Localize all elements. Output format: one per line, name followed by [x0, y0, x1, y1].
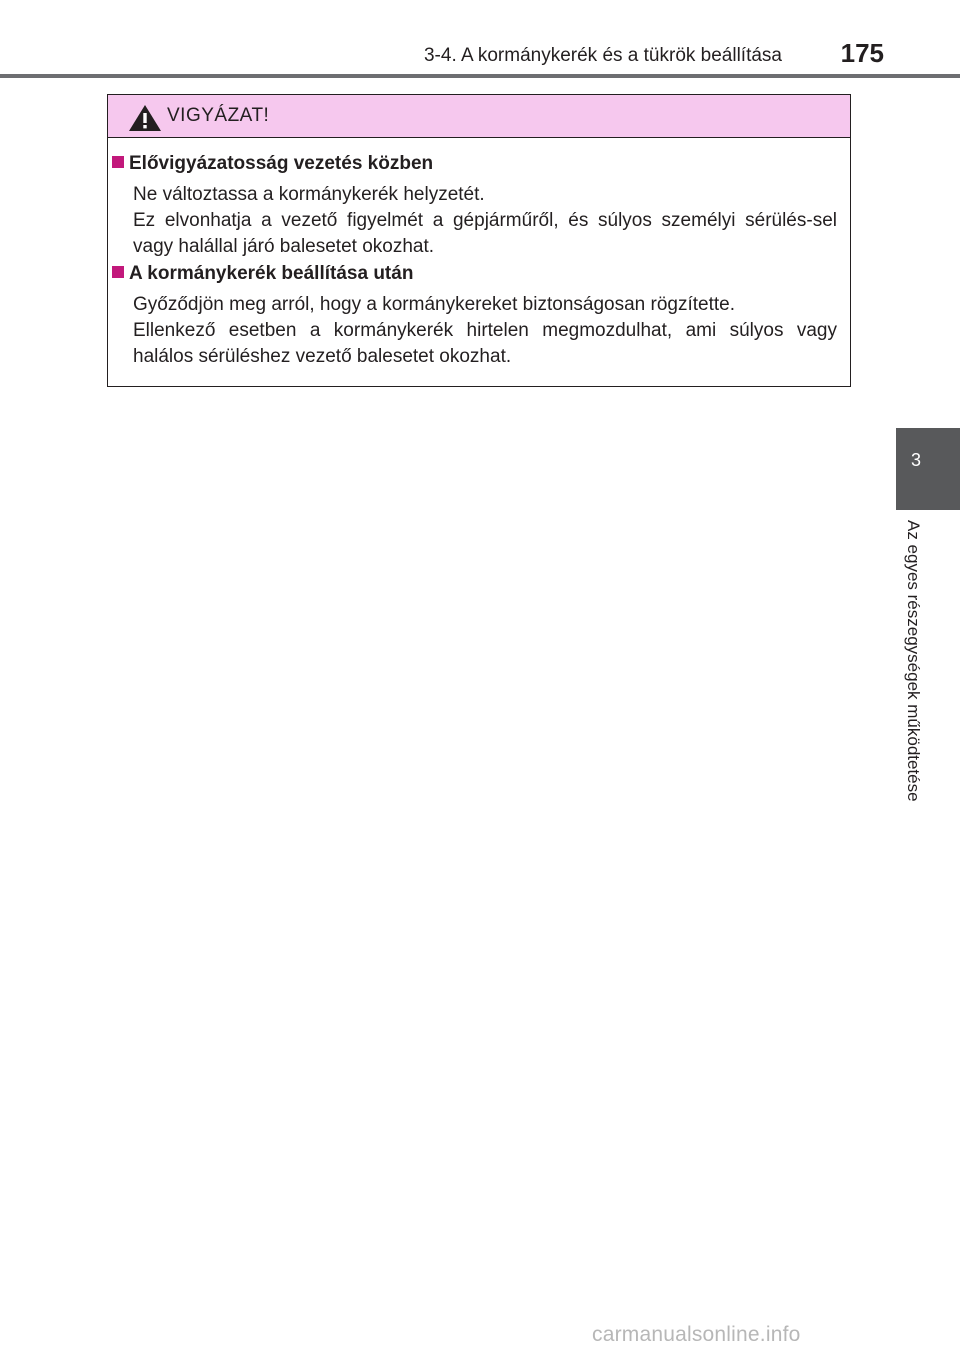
section-heading [112, 261, 413, 287]
section-body [133, 292, 837, 370]
paragraph: Győződjön meg arról, hogy a kormánykereket biztonságosan rögzítette. [133, 294, 735, 315]
warning-triangle-icon [128, 104, 162, 132]
warning-box [107, 94, 851, 387]
paragraph: Ne változtassa a kormánykerék helyzetét. [133, 184, 485, 205]
chapter-number: 3 [910, 450, 921, 470]
section-heading-text: Elővigyázatosság vezetés közben [129, 153, 434, 174]
watermark: carmanualsonline.info [592, 1323, 801, 1346]
paragraph: Ez elvonhatja a vezető figyelmét a gépjárműről, és súlyos személyi sérülés-sel vagy halállal járó balesetet okozhat. [133, 210, 837, 257]
header-rule [0, 74, 960, 78]
page-number: 175 [840, 38, 884, 68]
section-body [133, 182, 837, 260]
section-heading-text: A kormánykerék beállítása után [129, 263, 414, 284]
warning-title: VIGYÁZAT! [167, 105, 270, 126]
chapter-tab [896, 428, 960, 510]
square-bullet-icon [112, 266, 124, 278]
paragraph: Ellenkező esetben a kormánykerék hirtelen megmozdulhat, ami súlyos vagy halálos sérüléshez vezető balesetet okozhat. [133, 320, 837, 367]
square-bullet-icon [112, 156, 124, 168]
page-header [0, 0, 960, 80]
section-title: 3-4. A kormánykerék és a tükrök beállítása [423, 45, 782, 66]
warning-header [108, 95, 850, 138]
section-heading [112, 151, 433, 177]
chapter-label: Az egyes részegységek működtetése [904, 520, 923, 802]
